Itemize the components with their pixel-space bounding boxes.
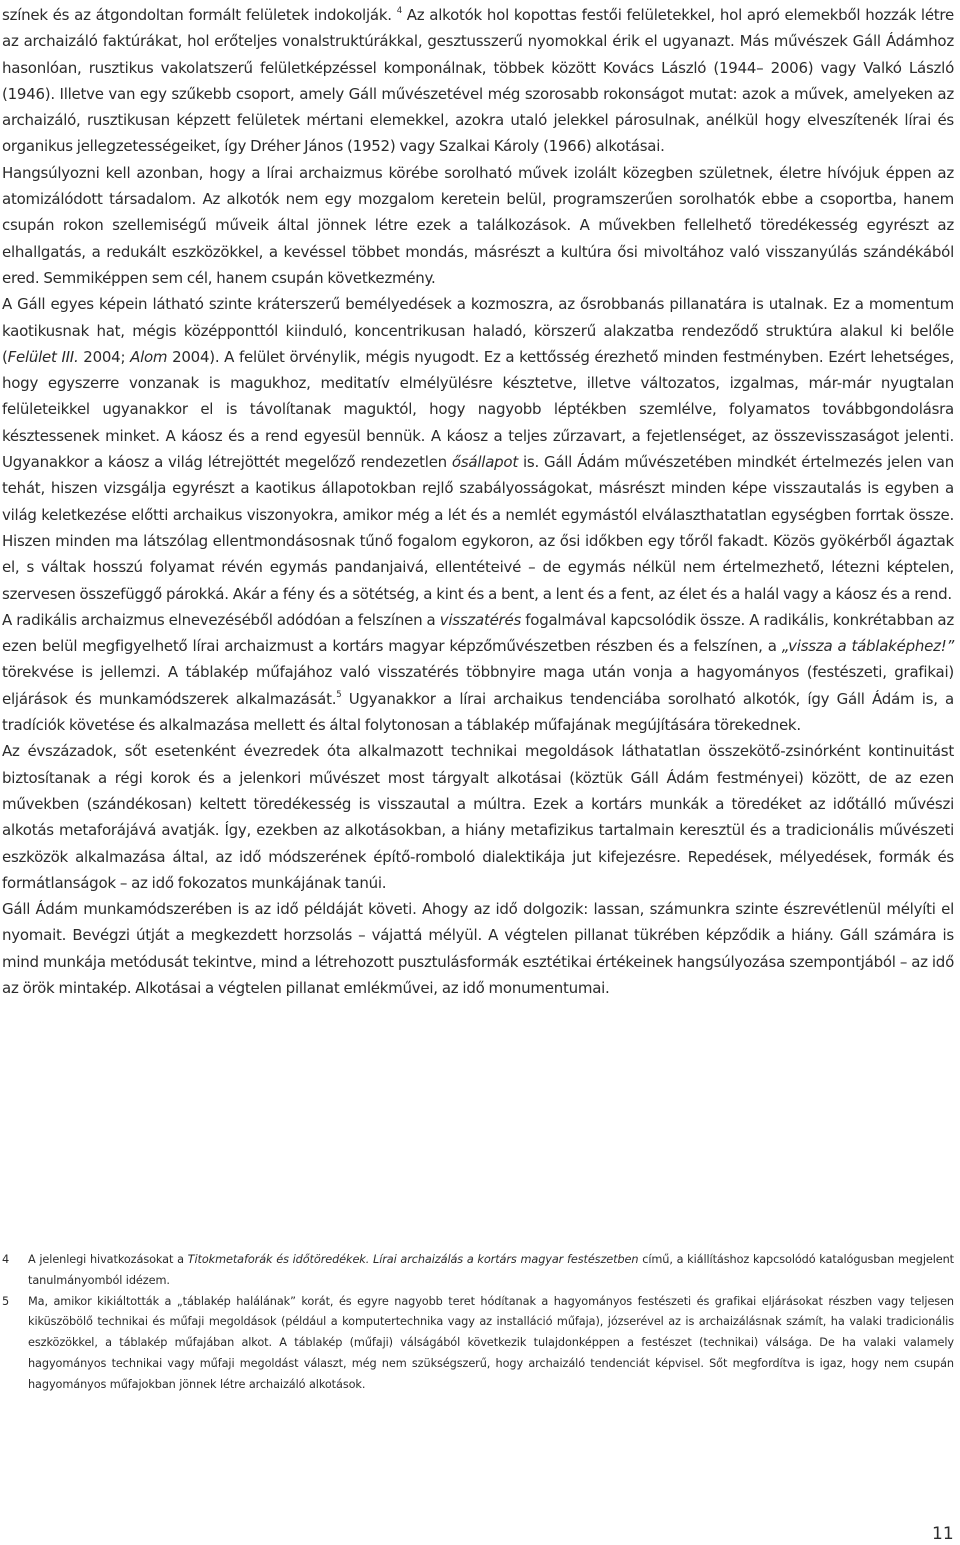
text-run: 2004; (78, 347, 131, 366)
footnote (2, 1250, 954, 1292)
text-run: című, a kiállításhoz kapcsolódó katalógusban megjelent tanulmányomból idézem. (28, 1253, 954, 1287)
text-run: is. Gáll Ádám művészetében mindkét értelmezés jelen van tehát, hiszen vizsgálja egyrészt a kaotikus állapotokban rejlő szabályosságokat, másrészt minden képe visszautalás is egyben a világ keletkezése előtti archaikus viszonyokra, amikor még a lét és a nemlét egymástól elválaszthatatlan egységben forrtak össze. Hiszen minden ma látszólag ellentmondásosnak tűnő fogalom egykoron, az ősi időkben egy tőről fakadt. Közös gyökérből ágaztak el, s váltak hosszú folyamat révén egymás pandanjaivá, ellentéteivé – de egymás nélkül nem értelmezhető, létezni képtelen, szervesen összefüggő párokká. Akár a fény és a sötétség, a kint és a bent, a lent és a fent, az élet és a halál vagy a káosz és a rend. (2, 453, 954, 603)
footnote-text (28, 1292, 954, 1396)
text-run: Hangsúlyozni kell azonban, hogy a lírai archaizmus körébe sorolható művek izolált közegben születnek, életre hívójuk éppen az atomizálódott társadalom. Az alkotók nem egy mozgalom keretein belül, programszerűen sorolhatók ebbe a csoportba, hanem csupán rokon szellemiségű műveik által jönnek létre ezek a találkozások. A művekben fellelhető töredékesség egyrészt az elhallgatás, a redukált eszközökkel, a kevéssel többet mondás, másrészt a kultúra ősi mivoltához való visszanyúlás szándékából ered. Semmiképpen sem cél, hanem csupán következmény. (2, 163, 954, 287)
text-run: A Gáll egyes képein látható szinte kráterszerű bemélyedések a kozmoszra, az ősrobbanás pillanatára is utalnak. Ez a momentum kaotikusnak hat, mégis középponttól kiinduló, koncentrikusan haladó, körszerű alakzatba rendeződő struktúra alakul ki belőle ( (2, 295, 954, 366)
text-run: 2004). A felület örvénylik, mégis nyugodt. Ez a kettősség érezhető minden festményben. Ezért lehetséges, hogy egyszerre vonzanak is magukhoz, meditatív elmélyülésre késztetve, illetve változatos, izgalmas, már-már nyugtalan felületeikkel ugyanakkor el is távolítanak maguktól, hogy nagyobb léptékben szemlélve, folyamatos továbbgondolásra késztessenek minket. A káosz és a rend egyesül bennük. A káosz a teljes zűrzavart, a fejetlenséget, az összevisszaságot jelenti. Ugyanakkor a káosz a világ létrejöttét megelőző rendezetlen (2, 347, 955, 472)
text-run: A jelenlegi hivatkozásokat a (28, 1253, 188, 1266)
italic-text: Felület III. (7, 347, 79, 366)
main-text (2, 2, 954, 1001)
text-run: A radikális archaizmus elnevezéséből adódóan a felszínen a (2, 610, 440, 629)
footnote-ref: 4 (396, 6, 402, 16)
text-run: Az évszázadok, sőt esetenként évezredek óta alkalmazott technikai megoldások láthatatlan összekötő-zsinórként kontinuitást biztosítanak a régi korok és a jelenkori művészet most tárgyalt alkotásai (köztük Gáll Ádám festményei) között, de az ezen művekben (szándékosan) keltett töredékesség is visszautal a múltra. Ezek a kortárs munkák a töredéket az időtálló művészi alkotás metaforájává avatják. Így, ezekben az alkotásokban, a hiány metafizikus tartalmain keresztül és a tradicionális művészeti eszközök alkalmazása által, az idő módszerének építő-romboló dialektikája jut kifejezésre. Repedések, mélyedések, formák és formátlanságok – az idő fokozatos munkájának tanúi. (2, 742, 954, 892)
italic-text: „vissza a táblaképhez!” (781, 637, 954, 656)
italic-text: visszatérés (439, 610, 522, 629)
text-run: Az alkotók hol kopottas festői felületekkel, hol apró elemekből hozzák létre az archaizáló faktúrákat, hol erőteljes vonalstruktúrákkal, gesztusszerű nyomokkal érik el ugyanazt. Más művészek Gáll Ádámhoz hasonlóan, rusztikus vakolatszerű felületképzéssel komponálnak, többek között Kovács László (1944– 2006) vagy Valkó László (1946). Illetve van egy szűkebb csoport, amely Gáll művészetével még szorosabb rokonságot mutat: azok a művek, amelyeken az archaizáló, rusztikusan képzett felületek mértani elemekkel, azokra utaló jelekkel párosulnak, anélkül hogy elveszítenék lírai és organikus jellegzetességeiket, így Dréher János (1952) vagy Szalkai Károly (1966) alkotásai. (2, 6, 954, 156)
page-number: 11 (932, 1524, 954, 1544)
paragraph (2, 2, 954, 160)
paragraph (2, 291, 954, 607)
paragraph (2, 738, 954, 896)
footnote-number: 4 (2, 1253, 10, 1266)
footnotes (2, 1250, 954, 1396)
paragraph (2, 607, 954, 738)
text-run: színek és az átgondoltan formált felületek indokolják. (2, 6, 397, 24)
text-run: fogalmával kapcsolódik össze. A radikális, konkrétabban az ezen belül megfigyelhető lírai archaizmust a kortárs magyar képzőművészetben részben és a felszínen, a (2, 610, 954, 656)
italic-text: Titokmetaforák és időtöredékek. Lírai archaizálás a kortárs magyar festészetben (187, 1253, 639, 1266)
italic-text: ősállapot (451, 453, 518, 472)
footnote-text (28, 1250, 954, 1292)
paragraph (2, 160, 954, 291)
text-run: Ugyanakkor a lírai archaikus tendenciába sorolható alkotók, így Gáll Ádám is, a tradíciók követése és alkalmazása mellett és által folytonosan a táblakép műfajának megújítására törekednek. (2, 689, 955, 735)
italic-text: Alom (130, 347, 168, 366)
footnote-ref: 5 (336, 689, 342, 700)
paragraph (2, 896, 954, 1001)
text-run: Gáll Ádám munkamódszerében is az idő példáját követi. Ahogy az idő dolgozik: lassan, számunkra szinte észrevétlenül mélyíti el nyomait. Bevégzi útját a megkezdett horzsolás – vájattá mélyül. A végtelen pillanat tükrében képződik a hiány. Gáll számára is mind munkája metódusát tekintve, mind a létrehozott pusztulásformák esztétikai értékeinek hangsúlyozása szempontjából – az idő az örök mintakép. Alkotásai a végtelen pillanat emlékművei, az idő monumentumai. (2, 900, 954, 997)
text-run: törekvése is jellemzi. A táblakép műfajához való visszatérés többnyire maga után vonja a hagyományos (festészeti, grafikai) eljárások és munkamódszerek alkalmazását. (2, 663, 954, 708)
footnote (2, 1292, 954, 1396)
footnote-number: 5 (2, 1294, 10, 1308)
text-run: Ma, amikor kikiáltották a „táblakép halálának” korát, és egyre nagyobb teret hódítanak a hagyományos festészeti és grafikai eljárásokat részben vagy teljesen kiküszöbölő technikai és műfaji megoldások (például a komputertechnika vagy az installáció műfaja), józserével az is archaizálásnak számít, ha valaki tradicionális eszközökkel, a táblakép műfajában alkot. A táblakép (műfaji) válságából következik tulajdonképpen a festészet (technikai) válsága. De ha valaki valamely hagyományos technikai vagy műfaji megoldást választ, még nem szükségszerű, hogy archaizáló tendenciát képvisel. Sőt megfordítva is igaz, hogy nem csupán hagyományos műfajokban jönnek létre archaizáló alkotások. (28, 1294, 954, 1391)
